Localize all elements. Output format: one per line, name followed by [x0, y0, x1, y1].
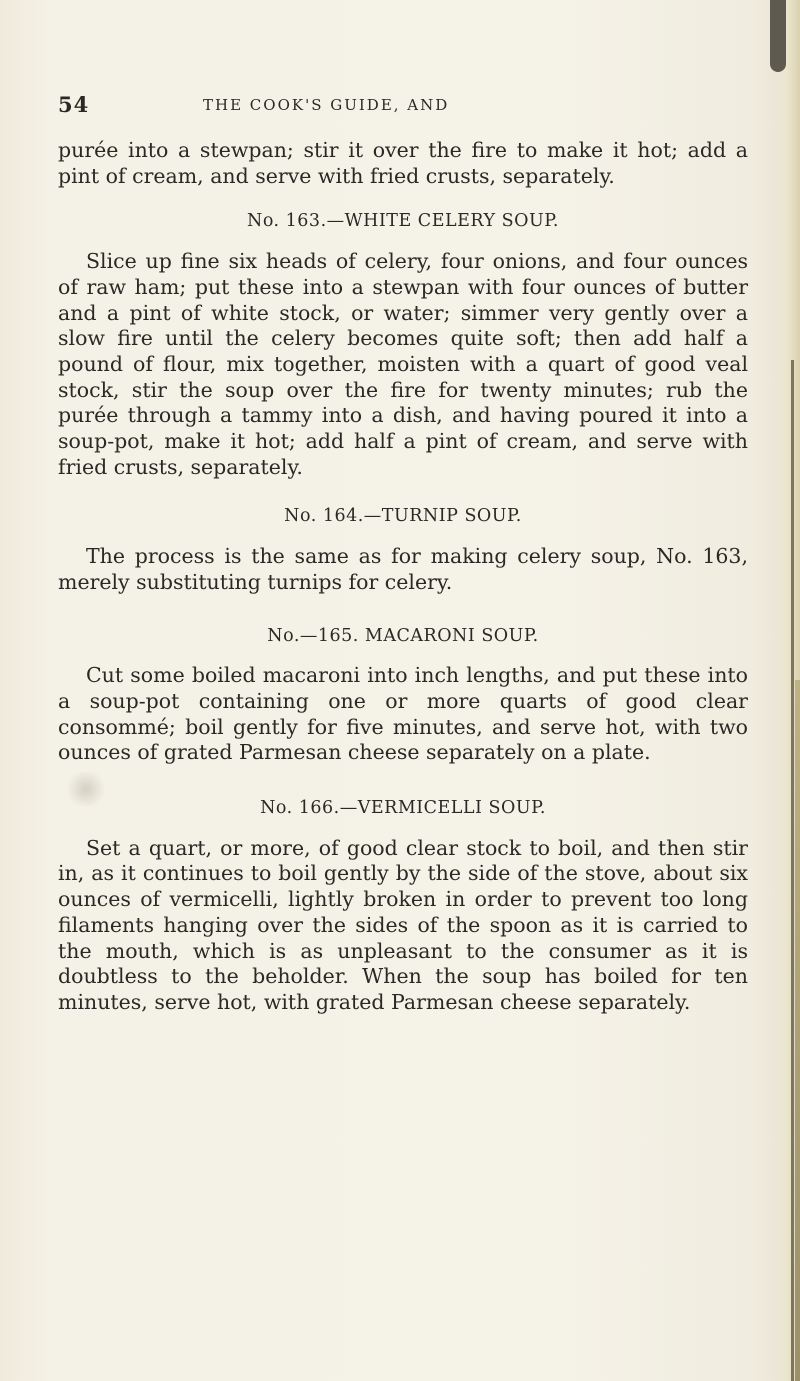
running-head: THE COOK'S GUIDE, AND — [203, 96, 450, 114]
recipe-text-163: Slice up fine six heads of celery, four onions, and four ounces of raw ham; put these into a stewpan with four ounces of butter and a pint of white stock, or water; simmer very gently over a slow fire until the celery becomes quite soft; then add half a pound of flour, mix together, moisten with a quart of good veal stock, stir the soup over the fire for twenty minutes; rub the purée through a tammy into a dish, and having poured it into a soup-pot, make it hot; add half a pint of cream, and serve with fried crusts, separately. — [58, 249, 748, 479]
page-number: 54 — [58, 92, 90, 117]
recipe-text-165: Cut some boiled macaroni into inch lengths, and put these into a soup-pot containing one or more quarts of good clear consommé; boil gently for five minutes, and serve hot, with two ounces of grated Parmesan cheese separately on a plate. — [58, 663, 748, 765]
recipe-text-166: Set a quart, or more, of good clear stock to boil, and then stir in, as it continues to boil gently by the side of the stove, about six ounces of vermicelli, lightly broken in order to prevent too long filaments hanging over the sides of the spoon as it is carried to the mouth, which is as unpleasant to the consumer as it is doubtless to the beholder. When the soup has boiled for ten minutes, serve hot, with grated Parmesan cheese separately. — [58, 835, 748, 1014]
recipe-heading-164: No. 164.—TURNIP SOUP. — [284, 506, 522, 527]
page-body — [58, 138, 748, 1016]
recipe-heading-163: No. 163.—WHITE CELERY SOUP. — [247, 211, 559, 232]
paragraph-continuation: purée into a stewpan; stir it over the fire to make it hot; add a pint of cream, and serve with fried crusts, separately. — [58, 138, 748, 188]
page-header — [58, 92, 748, 122]
page-edge-line — [791, 360, 794, 1381]
page-edge-binding — [795, 680, 800, 1381]
recipe-text-164: The process is the same as for making celery soup, No. 163, merely substituting turnips for celery. — [58, 544, 748, 594]
recipe-heading-166: No. 166.—VERMICELLI SOUP. — [260, 798, 546, 819]
recipe-heading-165: No.—165. MACARONI SOUP. — [267, 625, 539, 646]
corner-tab-mark — [770, 0, 786, 72]
